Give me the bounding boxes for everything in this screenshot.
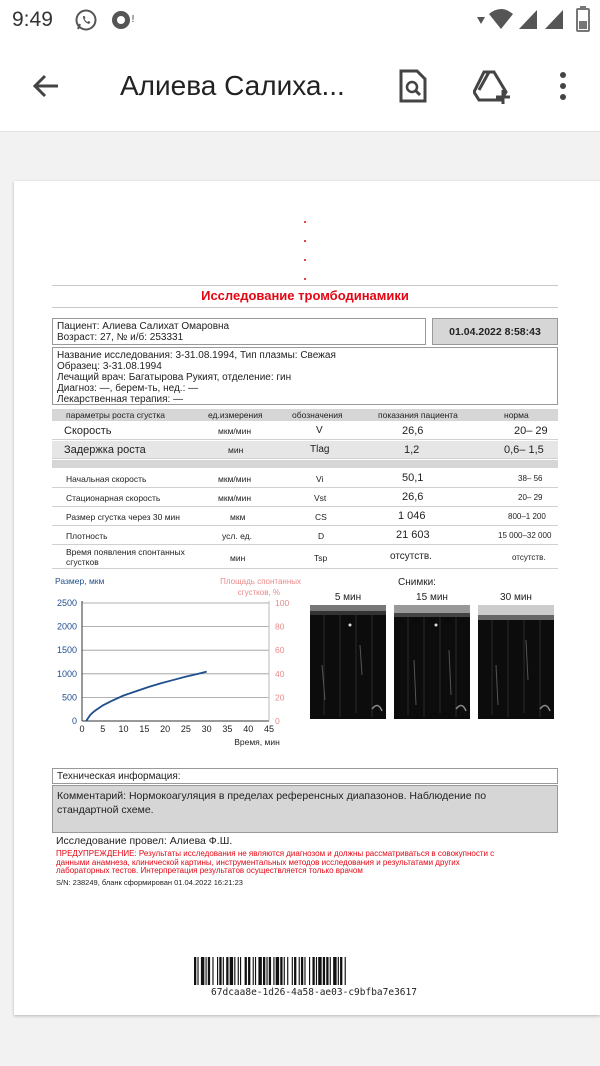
barcode-bar [299,957,300,985]
warning-line1: ПРЕДУПРЕЖДЕНИЕ: Результаты исследования не являются диагнозом и должны рассматриваться в совокупности с [56,849,495,858]
results-table-header [52,409,558,421]
param-unit: мкм/мин [218,474,252,484]
param-symbol: Vst [314,493,327,503]
param-norm: отсутств. [512,553,546,562]
barcode-bar [258,957,261,985]
param-value: 1 046 [398,510,426,522]
barcode-bar [280,957,282,985]
param-unit: мкм/мин [218,426,252,436]
diagnosis: Диагноз: —, берем-ть, нед.: — [57,383,199,394]
snapshot-5min[interactable] [310,605,386,719]
data-arrows-icon [476,14,486,26]
table-separator [52,460,558,468]
y2-tick-label: 0 [275,716,280,726]
battery-icon [576,6,590,32]
barcode-bar [318,957,321,985]
sync-notification-icon [110,8,136,32]
snapshot-label-15: 15 мин [416,592,448,603]
param-value: 26,6 [402,491,424,503]
param-name: Начальная скорость [66,474,147,484]
barcode-bar [316,957,317,985]
barcode-bar [287,957,288,985]
conducted-by: Исследование провел: Алиева Ф.Ш. [56,835,233,847]
red-dots-decoration [302,219,308,281]
param-symbol: Vi [316,474,324,484]
y2-tick-label: 80 [275,621,285,632]
param-name: Стационарная скорость [66,493,161,503]
x-tick-label: 0 [79,724,85,734]
barcode-bar [304,957,305,985]
col-patient-values: показания пациента [378,410,458,420]
barcode-bar [201,957,204,985]
snapshot-label-5: 5 мин [334,592,362,603]
patient-box [52,318,426,345]
y2-tick-label: 40 [275,668,285,679]
barcode-bar [248,957,250,985]
patient-age: Возраст: 27, № и/б: 253331 [57,332,184,343]
barcode-bar [323,957,325,985]
param-unit: мин [230,553,246,563]
warning-line3: лабораторных тестов. Интерпретация результатов осуществляется только врачом [56,866,363,875]
barcode-bar [245,957,247,985]
barcode-bar [338,957,339,985]
app-bar [0,40,600,132]
clot-size-series [86,672,207,721]
barcode-bar [206,957,207,985]
study-name: Название исследования: 3-31.08.1994, Тип плазмы: Свежая [57,350,336,361]
x-tick-label: 35 [222,724,233,734]
y2-tick-label: 20 [275,692,285,703]
comment-box [52,785,558,833]
param-norm: 15 000–32 000 [498,531,552,540]
table-row-stationary-speed [52,488,558,507]
col-symbols: обозначения [292,410,343,420]
param-name: Задержка роста [64,444,146,456]
x-tick-label: 45 [263,724,275,734]
x-tick-label: 20 [160,724,171,734]
barcode-text: 67dcaa8e-1d26-4a58-ae03-c9bfba7e3617 [211,987,417,998]
y-tick-label: 1000 [56,668,77,679]
x-tick-label: 30 [201,724,212,734]
barcode-bar [309,957,310,985]
barcode-bar [230,957,233,985]
title-rule [52,307,558,308]
col-params: параметры роста сгустка [66,410,166,420]
barcode-bar [292,957,293,985]
x-tick-label: 10 [118,724,129,734]
y-tick-label: 2500 [56,598,77,608]
param-symbol: CS [315,512,327,522]
table-row-density [52,526,558,545]
param-value: 1,2 [404,444,420,456]
param-symbol: V [316,425,323,436]
param-unit: мкм [230,512,246,522]
barcode-bar [240,957,241,985]
table-row-lag [52,441,558,459]
param-value: отсутств. [390,551,432,562]
param-name-line1: Время появления спонтанных [66,547,185,557]
barcode-bar [269,957,271,985]
x-tick-label: 5 [100,724,106,734]
x-tick-label: 15 [139,724,150,734]
barcode-bar [217,957,218,985]
barcode-bar [194,957,196,985]
barcode-bar [330,957,331,985]
col-units: ед.измерения [208,410,263,420]
barcode-bar [312,957,314,985]
param-name: Плотность [66,531,108,541]
barcode-bar [238,957,239,985]
y2-tick-label: 100 [275,598,290,608]
header-rule [52,285,558,286]
svg-text:!: ! [131,14,136,25]
param-norm: 0,6– 1,5 [504,444,544,456]
barcode-bar [212,957,213,985]
barcode-bar [266,957,267,985]
y2-tick-label: 60 [275,645,285,656]
cell-signal-2-icon [544,8,564,30]
snapshot-label-30: 30 мин [500,592,532,603]
barcode-bar [226,957,228,985]
param-name: Скорость [64,425,112,437]
table-row-clot-size [52,507,558,526]
table-row-spontaneous [52,545,558,569]
report-title: Исследование тромбодинамики [201,288,409,303]
barcode-bar [253,957,254,985]
find-in-page-icon[interactable] [398,69,428,103]
barcode-bar [284,957,285,985]
param-value: 50,1 [402,472,424,484]
cell-signal-icon [518,8,538,30]
snapshot-30min[interactable] [478,605,554,719]
x-tick-label: 40 [243,724,254,734]
param-symbol: Tlag [310,444,330,455]
disclaimer-warning [56,850,556,876]
param-unit: усл. ед. [222,531,252,541]
more-options-icon[interactable] [558,70,568,102]
doctor: Лечащий врач: Багатырова Рукият, отделение: гин [57,372,292,383]
technical-info: Техническая информация: [52,768,558,784]
back-arrow-icon[interactable] [30,70,62,102]
status-time: 9:49 [12,8,53,31]
barcode-bar [219,957,221,985]
param-value: 21 603 [396,529,430,541]
x-axis-label: Время, мин [234,737,280,747]
add-to-drive-icon[interactable] [473,70,513,104]
param-norm: 800–1 200 [508,512,546,521]
warning-line2: данными анамнеза, клинической картины, инструментальных методов исследования и результатами других [56,857,460,867]
study-datetime: 01.04.2022 8:58:43 [432,318,558,345]
barcode-bar [333,957,336,985]
param-value: 26,6 [402,425,424,437]
study-info-box [52,347,558,405]
therapy: Лекарственная терапия: — [57,394,184,405]
barcode-bar [263,957,265,985]
barcode-bar [326,957,328,985]
param-name: Размер сгустка через 30 мин [66,512,181,522]
whatsapp-notification-icon [74,8,98,32]
x-tick-label: 25 [180,724,191,734]
y-tick-label: 500 [61,692,77,703]
barcode-bar [301,957,303,985]
patient-name: Пациент: Алиева Салихат Омаровна [57,321,230,332]
barcode-bar [197,957,198,985]
barcode-bar [276,957,279,985]
wifi-icon [488,8,514,30]
document-page [14,181,600,1015]
y-axis-label: Размер, мкм [55,576,105,586]
param-norm: 38– 56 [518,474,543,483]
status-bar [0,0,600,40]
y-tick-label: 1500 [56,645,77,656]
param-unit: мин [228,445,244,455]
clot-growth-chart [52,573,302,753]
param-norm: 20– 29 [514,425,548,437]
comment-line2: стандартной схеме. [57,804,154,816]
param-unit: мкм/мин [218,493,252,503]
barcode-bar [223,957,224,985]
barcode-bar [345,957,346,985]
snapshot-15min[interactable] [394,605,470,719]
comment-line1: Комментарий: Нормокоагуляция в пределах референсных диапазонов. Наблюдение по [57,790,487,802]
serial-number: S/N: 238249, бланк сформирован 01.04.2022 16:21:23 [56,878,243,887]
barcode-bar [294,957,296,985]
sample: Образец: 3-31.08.1994 [57,361,162,372]
table-row-initial-speed [52,469,558,488]
param-symbol: D [318,531,325,541]
param-name-line2: сгустков [66,557,99,567]
y-tick-label: 0 [71,716,77,726]
param-symbol: Tsp [314,553,328,563]
barcode-bar [255,957,256,985]
barcode-bar [234,957,235,985]
y2-axis-label-line1: Площадь спонтанных [220,577,301,586]
param-norm: 20– 29 [518,493,543,502]
barcode-bar [273,957,274,985]
y2-axis-label-line2: сгустков, % [237,588,280,597]
barcode-bar [340,957,342,985]
param-name [66,547,185,567]
snapshots-title: Снимки: [398,577,436,588]
barcode-bar [208,957,210,985]
y-tick-label: 2000 [56,621,77,632]
barcode-icon [194,957,416,985]
document-title: Алиева Салиха... [120,70,345,101]
table-row-speed [52,422,558,440]
col-norm: норма [504,410,529,420]
